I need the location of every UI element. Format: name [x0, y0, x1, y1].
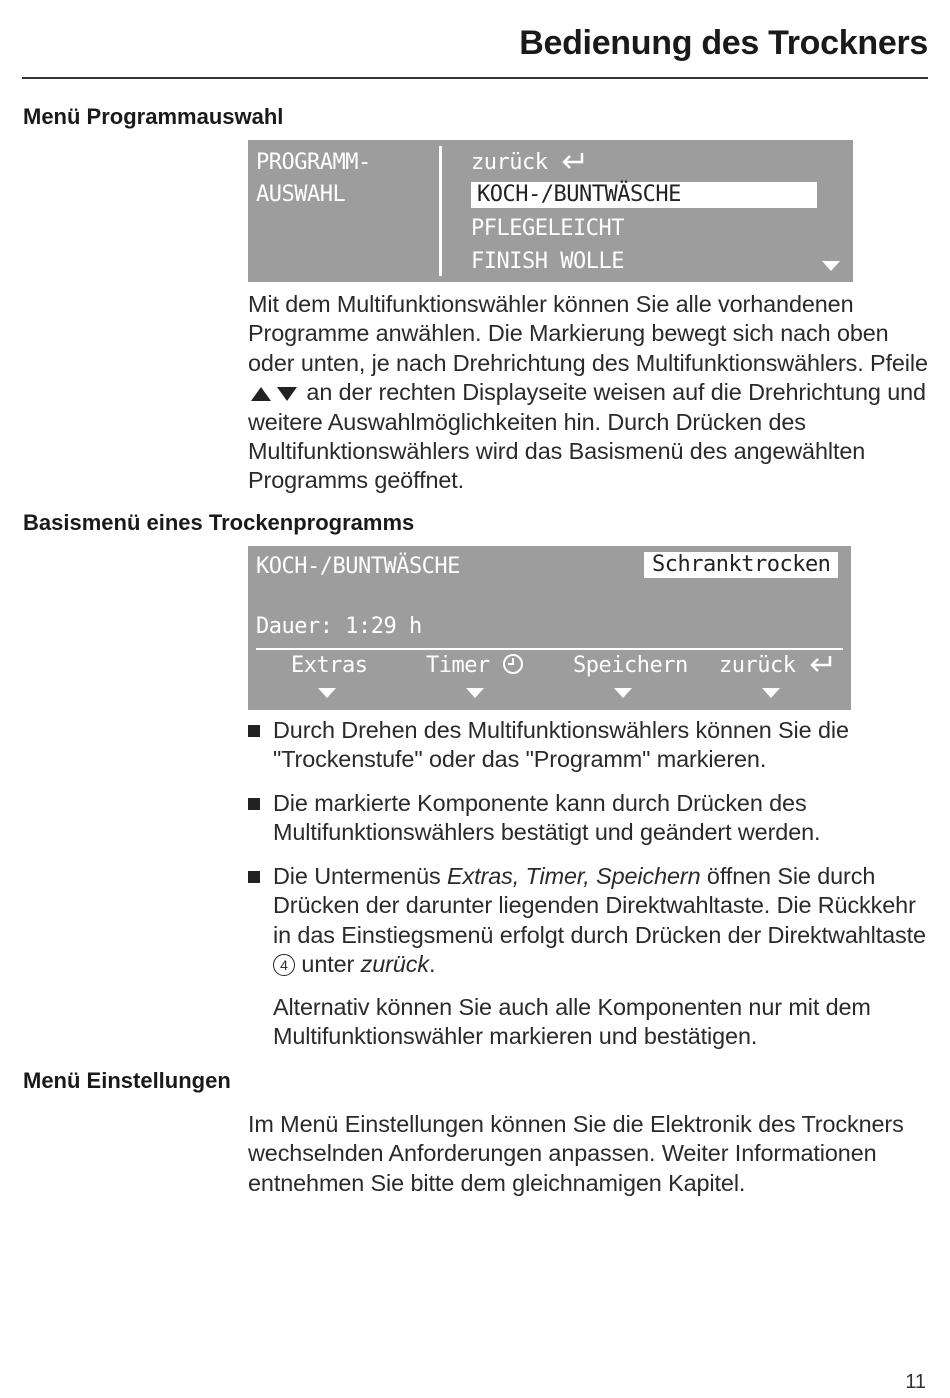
page-number: 11: [905, 1371, 926, 1393]
submenu-names: Extras, Timer, Speichern: [447, 863, 701, 889]
display-program-item[interactable]: FINISH WOLLE: [471, 249, 624, 274]
display-separator: [439, 146, 442, 276]
display-program-name: KOCH-/BUNTWÄSCHE: [256, 554, 460, 579]
back-term: zurück: [360, 951, 429, 978]
display-title-line1: PROGRAMM-: [256, 150, 371, 175]
clock-icon: [502, 653, 524, 675]
timer-label: Timer: [426, 653, 490, 678]
bullet-square-icon: [248, 798, 260, 810]
einstellungen-paragraph: [248, 1110, 928, 1198]
section-heading-einstellungen: Menü Einstellungen: [23, 1068, 231, 1093]
bullet-text: [273, 862, 928, 980]
bullet-text: Die markierte Komponente kann durch Drücken des Multifunktionswählers bestätigt und geändert werden.: [273, 790, 821, 846]
programmauswahl-paragraph: [248, 290, 928, 496]
list-item: [248, 716, 928, 775]
paragraph-text: Mit dem Multifunktionswähler können Sie alle vorhandenen Programme anwählen. Die Markierung bewegt sich nach oben oder unten, je nach Drehrichtung des Multifunktionswählers. Pfeile: [248, 291, 928, 376]
section-heading-basismenue: Basismenü eines Trockenprogramms: [23, 510, 415, 535]
paragraph-text: Im Menü Einstellungen können Sie die Elektronik des Trockners wechselnden Anforderungen anpassen. Weiter Informationen entnehmen Sie bitte dem gleichnamigen Kapitel.: [248, 1111, 904, 1196]
key-number-badge: 4: [273, 954, 295, 976]
basic-menu-display: [248, 546, 851, 710]
scroll-down-icon: [822, 261, 840, 271]
display-duration: Dauer: 1:29 h: [256, 614, 422, 639]
softkey-arrow-icon: [762, 688, 780, 698]
display-drying-level[interactable]: Schranktrocken: [644, 552, 838, 578]
return-arrow-icon: [808, 654, 834, 674]
back-label: zurück: [471, 150, 548, 175]
softkey-arrow-icon: [318, 688, 336, 698]
display-separator: [256, 648, 843, 650]
return-arrow-icon: [560, 151, 586, 171]
bullet-square-icon: [248, 725, 260, 737]
list-item: [248, 862, 928, 980]
bullet-text: Durch Drehen des Multifunktionswählers können Sie die "Trockenstufe" oder das "Programm" markieren.: [273, 717, 849, 773]
bullet-text-part: öffnen Sie durch Drücken der darunter liegenden Direktwahltaste. Die Rückkehr in das Einstiegsmenü erfolgt durch Drücken der Direktwahltaste: [273, 863, 926, 948]
bullet-square-icon: [248, 871, 260, 883]
bullet-text-part: Die Untermenüs: [273, 863, 441, 889]
arrow-up-icon: [251, 387, 271, 401]
display-back[interactable]: [719, 653, 834, 679]
note-paragraph: [248, 993, 928, 1052]
header-rule: [22, 77, 928, 79]
softkey-arrow-icon: [466, 688, 484, 698]
program-selection-display: [248, 140, 853, 282]
back-label: zurück: [719, 653, 796, 678]
note-text: Alternativ können Sie auch alle Komponenten nur mit dem Multifunktionswähler markieren und bestätigen.: [273, 994, 871, 1050]
page-title: Bedienung des Trockners: [519, 24, 928, 62]
arrow-down-icon: [277, 387, 297, 401]
bullet-text-part: unter: [301, 951, 355, 978]
bullet-text-part: .: [428, 951, 436, 978]
display-timer[interactable]: [426, 653, 524, 679]
display-back-item[interactable]: [471, 150, 586, 176]
paragraph-text: an der rechten Displayseite weisen auf die Drehrichtung und weitere Auswahlmöglichkeiten hin. Durch Drücken des Multifunktionswählers wird das Basismenü des angewählten Programms geöffnet.: [248, 379, 926, 494]
display-selected-program[interactable]: KOCH-/BUNTWÄSCHE: [471, 182, 817, 208]
softkey-arrow-icon: [614, 688, 632, 698]
list-item: [248, 789, 928, 848]
display-program-item[interactable]: PFLEGELEICHT: [471, 216, 624, 241]
display-title-line2: AUSWAHL: [256, 182, 346, 207]
section-heading-programmauswahl: Menü Programmauswahl: [23, 104, 284, 129]
display-extras[interactable]: Extras: [291, 653, 368, 678]
display-speichern[interactable]: Speichern: [573, 653, 688, 678]
